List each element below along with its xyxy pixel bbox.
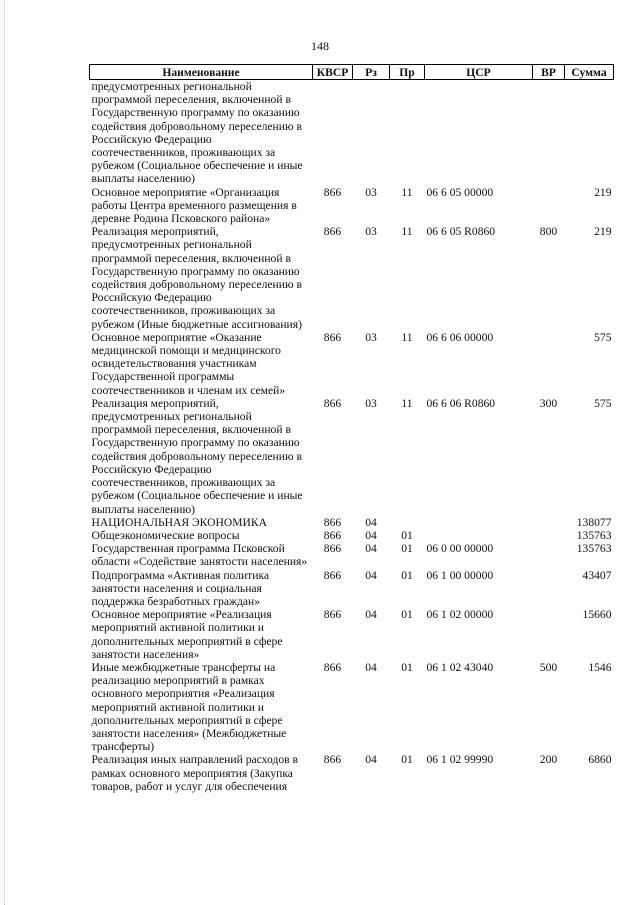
cell-name: НАЦИОНАЛЬНАЯ ЭКОНОМИКА xyxy=(91,515,268,529)
cell-sum: 219 xyxy=(594,225,612,239)
cell-pr: 11 xyxy=(401,396,413,410)
table-row xyxy=(90,569,614,609)
cell-pr xyxy=(390,80,425,186)
cell-csr: 06 1 02 99990 xyxy=(426,753,494,767)
table-row xyxy=(90,225,614,331)
cell-kvsr: 866 xyxy=(323,515,342,529)
cell-vr: 500 xyxy=(539,660,558,674)
cell-csr: 06 1 02 00000 xyxy=(426,608,494,622)
cell-name: Основное мероприятие «Организация работы Центра временного размещения в деревне Родина Псковского района» xyxy=(91,185,297,226)
cell-vr xyxy=(533,569,565,609)
cell-rz: 03 xyxy=(365,396,377,410)
cell-name: Подпрограмма «Активная политика занятости населения и социальная поддержка безработных граждан» xyxy=(91,568,270,608)
cell-pr: 11 xyxy=(401,330,413,344)
cell-vr xyxy=(533,516,565,529)
page-number: 148 xyxy=(311,39,329,53)
cell-vr: 800 xyxy=(539,225,558,239)
scan-margin-line xyxy=(4,0,5,905)
cell-kvsr: 866 xyxy=(323,396,342,410)
cell-name: Иные межбюджетные трансферты на реализацию мероприятий в рамках основного мероприятия «Реализация мероприятий активной политики и дополнительных мероприятий в сфере занятости населения» (Межбюджетные трансферты) xyxy=(91,660,287,754)
table-row xyxy=(90,753,614,793)
cell-rz: 03 xyxy=(365,185,377,199)
cell-sum: 575 xyxy=(594,396,612,410)
cell-csr xyxy=(425,516,533,529)
table-row xyxy=(90,661,614,753)
header-rz: Рз xyxy=(353,65,390,80)
cell-csr xyxy=(425,80,533,186)
cell-pr: 11 xyxy=(401,225,413,239)
cell-sum: 138077 xyxy=(576,515,612,529)
cell-kvsr: 866 xyxy=(323,528,342,542)
table-row xyxy=(90,397,614,516)
cell-vr xyxy=(533,80,565,186)
table-row xyxy=(90,529,614,542)
cell-kvsr: 866 xyxy=(323,753,342,767)
cell-rz: 04 xyxy=(365,542,377,556)
table-row xyxy=(90,331,614,397)
cell-rz: 04 xyxy=(365,528,377,542)
cell-rz: 04 xyxy=(365,608,377,622)
table-row xyxy=(90,80,614,186)
cell-sum: 6860 xyxy=(588,753,612,767)
cell-csr: 06 6 06 R0860 xyxy=(426,396,496,410)
cell-csr: 06 1 02 43040 xyxy=(426,660,494,674)
cell-csr: 06 6 05 R0860 xyxy=(426,225,496,239)
cell-sum: 135763 xyxy=(576,542,612,556)
header-pr: Пр xyxy=(390,65,425,80)
cell-pr xyxy=(390,516,425,529)
table-header-row xyxy=(90,65,614,80)
cell-kvsr xyxy=(313,80,353,186)
table-row xyxy=(90,542,614,568)
cell-rz xyxy=(353,80,390,186)
cell-csr: 06 1 00 00000 xyxy=(426,568,494,582)
cell-sum: 43407 xyxy=(582,568,612,582)
cell-rz: 04 xyxy=(365,515,377,529)
table-row xyxy=(90,516,614,529)
cell-pr: 01 xyxy=(401,568,413,582)
cell-kvsr: 866 xyxy=(323,568,342,582)
cell-rz: 04 xyxy=(365,753,377,767)
cell-sum xyxy=(565,80,614,186)
cell-pr: 01 xyxy=(401,608,413,622)
cell-csr: 06 0 00 00000 xyxy=(426,542,494,556)
table-row xyxy=(90,608,614,661)
cell-csr: 06 6 06 00000 xyxy=(426,330,494,344)
cell-kvsr: 866 xyxy=(323,542,342,556)
cell-kvsr: 866 xyxy=(323,660,342,674)
cell-sum: 15660 xyxy=(582,608,612,622)
budget-table xyxy=(89,64,614,793)
cell-kvsr: 866 xyxy=(323,225,342,239)
cell-name: Общеэкономические вопросы xyxy=(91,528,240,542)
cell-pr: 01 xyxy=(401,753,413,767)
cell-pr: 11 xyxy=(401,185,413,199)
table-body xyxy=(90,80,614,793)
cell-vr xyxy=(533,542,565,568)
cell-name: Основное мероприятие «Оказание медицинской помощи и медицинского освидетельствования участникам Государственной программы соотечественников и членам их семей» xyxy=(91,330,286,397)
cell-csr: 06 6 05 00000 xyxy=(426,185,494,199)
cell-kvsr: 866 xyxy=(323,185,342,199)
cell-vr: 200 xyxy=(539,753,558,767)
cell-name: Реализация иных направлений расходов в рамках основного мероприятия (Закупка товаров, работ и услуг для обеспечения xyxy=(91,753,298,793)
cell-sum: 575 xyxy=(594,330,612,344)
cell-rz: 03 xyxy=(365,225,377,239)
cell-name: предусмотренных региональной программой переселения, включенной в Государственную программу по оказанию содействия добровольному переселению в Российскую Федерацию соотечественников, проживающих за рубежом (Социальное обеспечение и иные выплаты населению) xyxy=(91,80,303,186)
cell-sum: 135763 xyxy=(576,528,612,542)
header-name: Наименование xyxy=(90,65,313,80)
header-vr: ВР xyxy=(533,65,565,80)
header-kvsr: КВСР xyxy=(313,65,353,80)
cell-sum: 219 xyxy=(594,185,612,199)
cell-name: Реализация мероприятий, предусмотренных региональной программой переселения, включенной в Государственную программу по оказанию содействия добровольному переселению в Российскую Федерацию соотечественников, проживающих за рубежом (Иные бюджетные ассигнования) xyxy=(91,225,302,331)
cell-pr: 01 xyxy=(401,660,413,674)
cell-name: Реализация мероприятий, предусмотренных региональной программой переселения, включенной в Государственную программу по оказанию содействия добровольному переселению в Российскую Федерацию соотечественников, проживающих за рубежом (Социальное обеспечение и иные выплаты населению) xyxy=(91,396,303,516)
cell-pr: 01 xyxy=(401,528,413,542)
cell-rz: 03 xyxy=(365,330,377,344)
cell-sum: 1546 xyxy=(588,660,612,674)
table-row xyxy=(90,186,614,226)
cell-kvsr: 866 xyxy=(323,330,342,344)
cell-kvsr: 866 xyxy=(323,608,342,622)
cell-vr xyxy=(533,529,565,542)
cell-rz: 04 xyxy=(365,568,377,582)
header-csr: ЦСР xyxy=(425,65,533,80)
header-sum: Сумма xyxy=(565,65,614,80)
cell-vr xyxy=(533,186,565,226)
cell-pr: 01 xyxy=(401,542,413,556)
cell-rz: 04 xyxy=(365,660,377,674)
cell-vr: 300 xyxy=(539,396,558,410)
cell-name: Государственная программа Псковской области «Содействие занятости населения» xyxy=(91,542,308,569)
cell-name: Основное мероприятие «Реализация мероприятий активной политики и дополнительных мероприятий в сфере занятости населения» xyxy=(91,608,283,661)
cell-csr xyxy=(425,529,533,542)
cell-vr xyxy=(533,608,565,661)
cell-vr xyxy=(533,331,565,397)
